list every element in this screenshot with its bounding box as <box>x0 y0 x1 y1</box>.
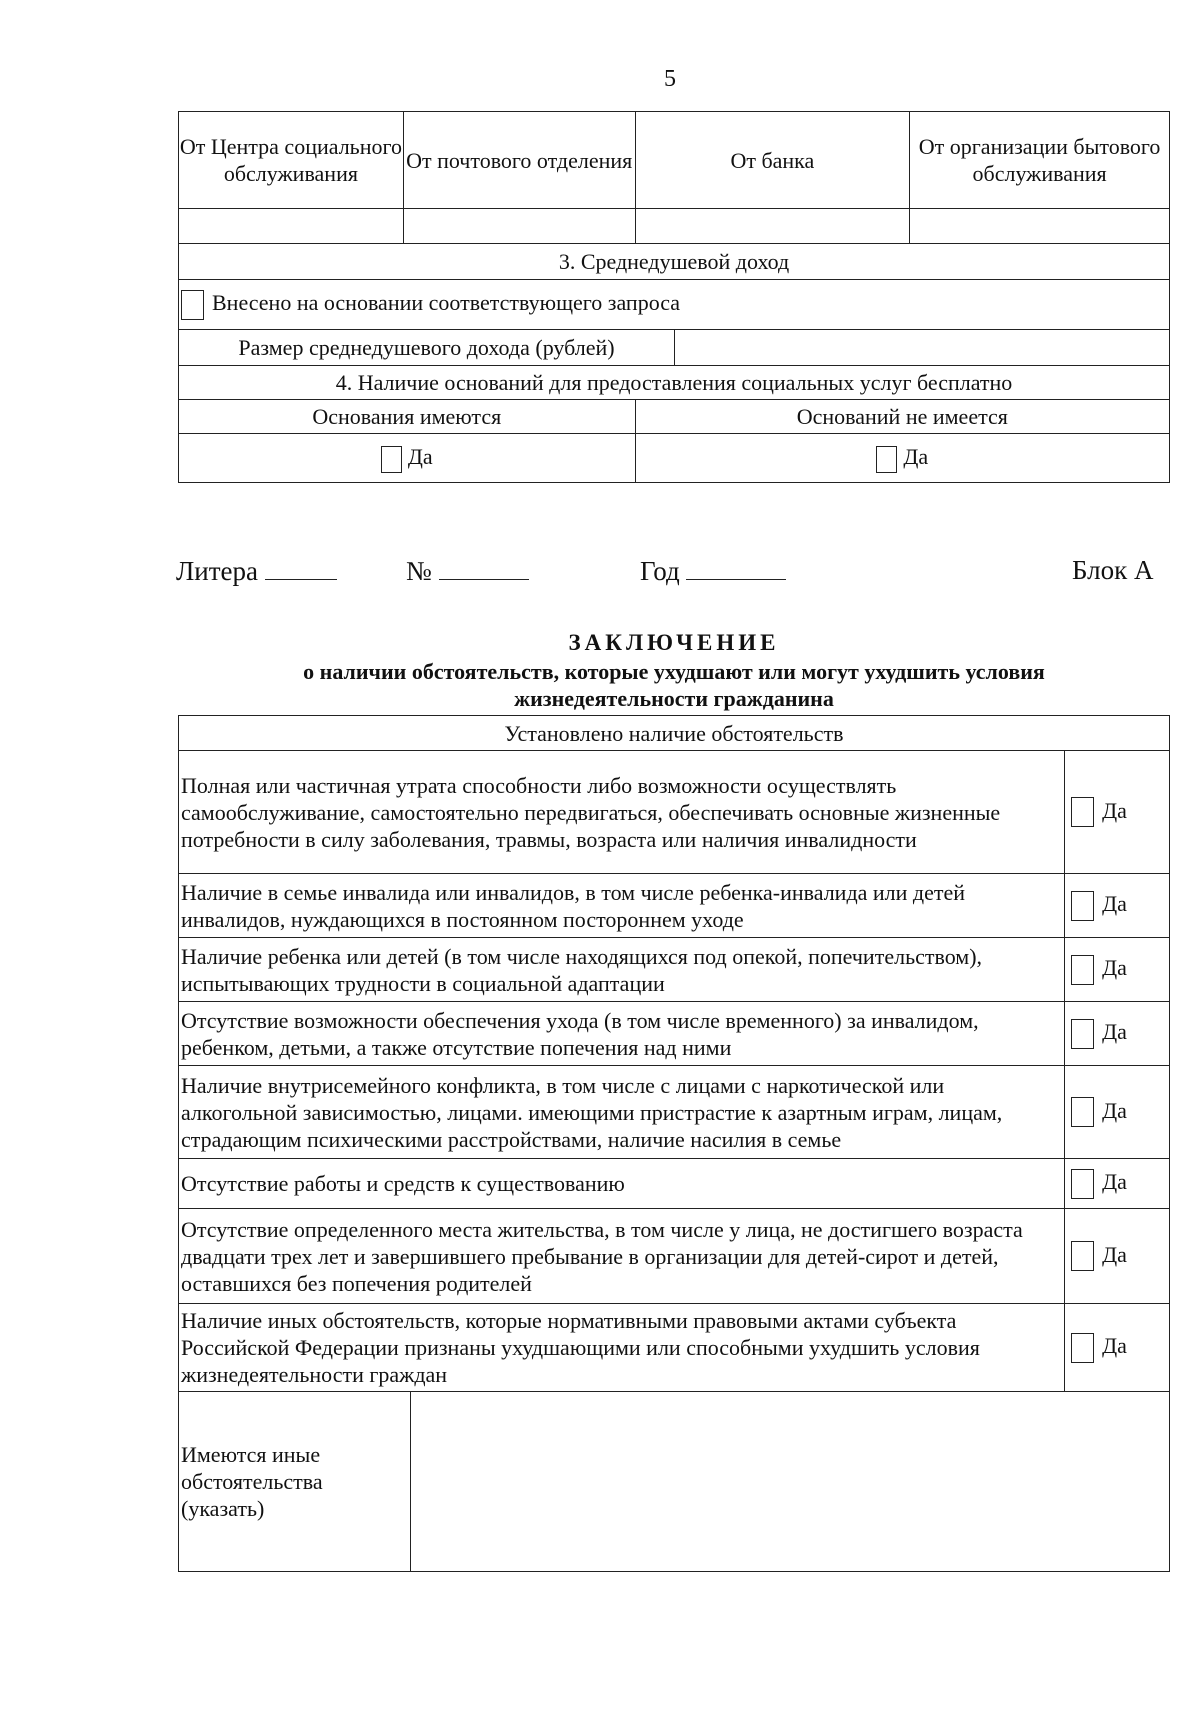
circumstance-row-8: Наличие иных обстоятельств, которые нормативными правовыми актами субъекта Российской Федерации признаны ухудшающими или способными ухудшить условия жизнедеятельности граждан <box>179 1304 1065 1392</box>
circumstance-checkbox-5[interactable] <box>1071 1097 1094 1127</box>
circumstance-checkbox-2[interactable] <box>1071 891 1094 921</box>
circumstance-checkbox-4[interactable] <box>1071 1019 1094 1049</box>
circumstance-row-2: Наличие в семье инвалида или инвалидов, в том числе ребенка-инвалида или детей инвалидов, нуждающихся в постоянном постороннем уходе <box>179 874 1065 938</box>
conclusion-subtitle-line1: о наличии обстоятельств, которые ухудшают или могут ухудшить условия <box>303 659 1045 684</box>
circumstance-yes-cell-1 <box>1065 751 1170 874</box>
litera-label: Литера <box>176 556 259 586</box>
header-household-service: От организации бытового обслуживания <box>910 112 1170 209</box>
circumstance-row-3: Наличие ребенка или детей (в том числе находящихся под опекой, попечительством), испытывающих трудности в социальной адаптации <box>179 938 1065 1002</box>
circumstance-row-4: Отсутствие возможности обеспечения ухода (в том числе временного) за инвалидом, ребенком, детьми, а также отсутствие попечения над ними <box>179 1002 1065 1066</box>
circumstance-checkbox-7[interactable] <box>1071 1241 1094 1271</box>
grounds-yes-header: Основания имеются <box>179 400 636 434</box>
submitted-row <box>179 280 1170 330</box>
circumstance-row-1: Полная или частичная утрата способности либо возможности осуществлять самообслуживание, самостоятельно передвигаться, обеспечивать основные жизненные потребности в силу заболевания, травмы, возраста или наличия инвалидности <box>179 751 1065 874</box>
circumstance-yes-cell-7 <box>1065 1209 1170 1304</box>
circumstance-yes-cell-4 <box>1065 1002 1170 1066</box>
section3-title: 3. Среднедушевой доход <box>179 244 1170 280</box>
number-blank[interactable] <box>439 555 529 580</box>
circumstance-checkbox-3[interactable] <box>1071 955 1094 985</box>
litera-blank[interactable] <box>265 555 337 580</box>
yes-label: Да <box>1102 1097 1127 1123</box>
number-field <box>406 555 529 587</box>
year-blank[interactable] <box>686 555 786 580</box>
circumstance-yes-cell-6 <box>1065 1159 1170 1209</box>
yes-label: Да <box>1102 891 1127 917</box>
circumstance-row-7: Отсутствие определенного места жительства, в том числе у лица, не достигшего возраста двадцати трех лет и завершившего пребывание в организации для детей-сирот и детей, оставшихся без попечения родителей <box>179 1209 1065 1304</box>
page-number: 5 <box>664 66 676 92</box>
income-row <box>179 330 1170 366</box>
yes-label: Да <box>1102 1333 1127 1359</box>
grounds-yes-checkbox[interactable] <box>381 446 402 473</box>
other-circumstances-field[interactable] <box>410 1392 1169 1572</box>
header-post-office: От почтового отделения <box>403 112 635 209</box>
circumstances-header: Установлено наличие обстоятельств <box>179 716 1170 751</box>
yes-label: Да <box>1102 955 1127 981</box>
circumstance-checkbox-8[interactable] <box>1071 1333 1094 1363</box>
circumstance-checkbox-1[interactable] <box>1071 797 1094 827</box>
yes-label: Да <box>1102 1241 1127 1267</box>
grounds-yes-cell <box>179 434 636 483</box>
header-bank: От банка <box>635 112 910 209</box>
submitted-label: Внесено на основании соответствующего запроса <box>212 290 681 316</box>
conclusion-title: ЗАКЛЮЧЕНИЕ <box>568 630 780 655</box>
circumstance-yes-cell-8 <box>1065 1304 1170 1392</box>
grounds-no-cell <box>635 434 1169 483</box>
yes-label: Да <box>1102 1019 1127 1045</box>
grounds-no-label: Да <box>903 444 929 470</box>
circumstance-checkbox-6[interactable] <box>1071 1169 1094 1199</box>
contact-cell-bank[interactable] <box>635 209 910 244</box>
circumstances-table <box>178 715 1170 1572</box>
income-value-field[interactable] <box>675 330 1169 365</box>
number-label: № <box>406 556 432 586</box>
submitted-checkbox[interactable] <box>181 290 204 320</box>
conclusion-subtitle-line2: жизнедеятельности гражданина <box>514 686 834 711</box>
contact-cell-household-service[interactable] <box>910 209 1170 244</box>
yes-label: Да <box>1102 1169 1127 1195</box>
grounds-no-checkbox[interactable] <box>876 446 897 473</box>
contact-cell-social-center[interactable] <box>179 209 404 244</box>
contacts-table <box>178 111 1170 483</box>
circumstance-row-6: Отсутствие работы и средств к существованию <box>179 1159 1065 1209</box>
circumstance-yes-cell-5 <box>1065 1066 1170 1159</box>
income-label: Размер среднедушевого дохода (рублей) <box>179 330 675 365</box>
block-label: Блок А <box>1072 555 1154 585</box>
circumstance-yes-cell-2 <box>1065 874 1170 938</box>
year-label: Год <box>640 556 680 586</box>
section4-title: 4. Наличие оснований для предоставления социальных услуг бесплатно <box>179 366 1170 400</box>
grounds-yes-label: Да <box>407 444 433 470</box>
other-circumstances-label: Имеются иные обстоятельства (указать) <box>179 1392 411 1572</box>
litera-field <box>176 555 337 587</box>
year-field <box>640 555 786 587</box>
circumstance-yes-cell-3 <box>1065 938 1170 1002</box>
grounds-no-header: Оснований не имеется <box>635 400 1169 434</box>
circumstance-row-5: Наличие внутрисемейного конфликта, в том числе с лицами с наркотической или алкогольной зависимостью, лицами. имеющими пристрастие к азартным играм, лицам, страдающим психическими расстройствами, наличие насилия в семье <box>179 1066 1065 1159</box>
yes-label: Да <box>1102 797 1127 823</box>
header-social-center: От Центра социального обслуживания <box>179 112 404 209</box>
contact-cell-post-office[interactable] <box>403 209 635 244</box>
